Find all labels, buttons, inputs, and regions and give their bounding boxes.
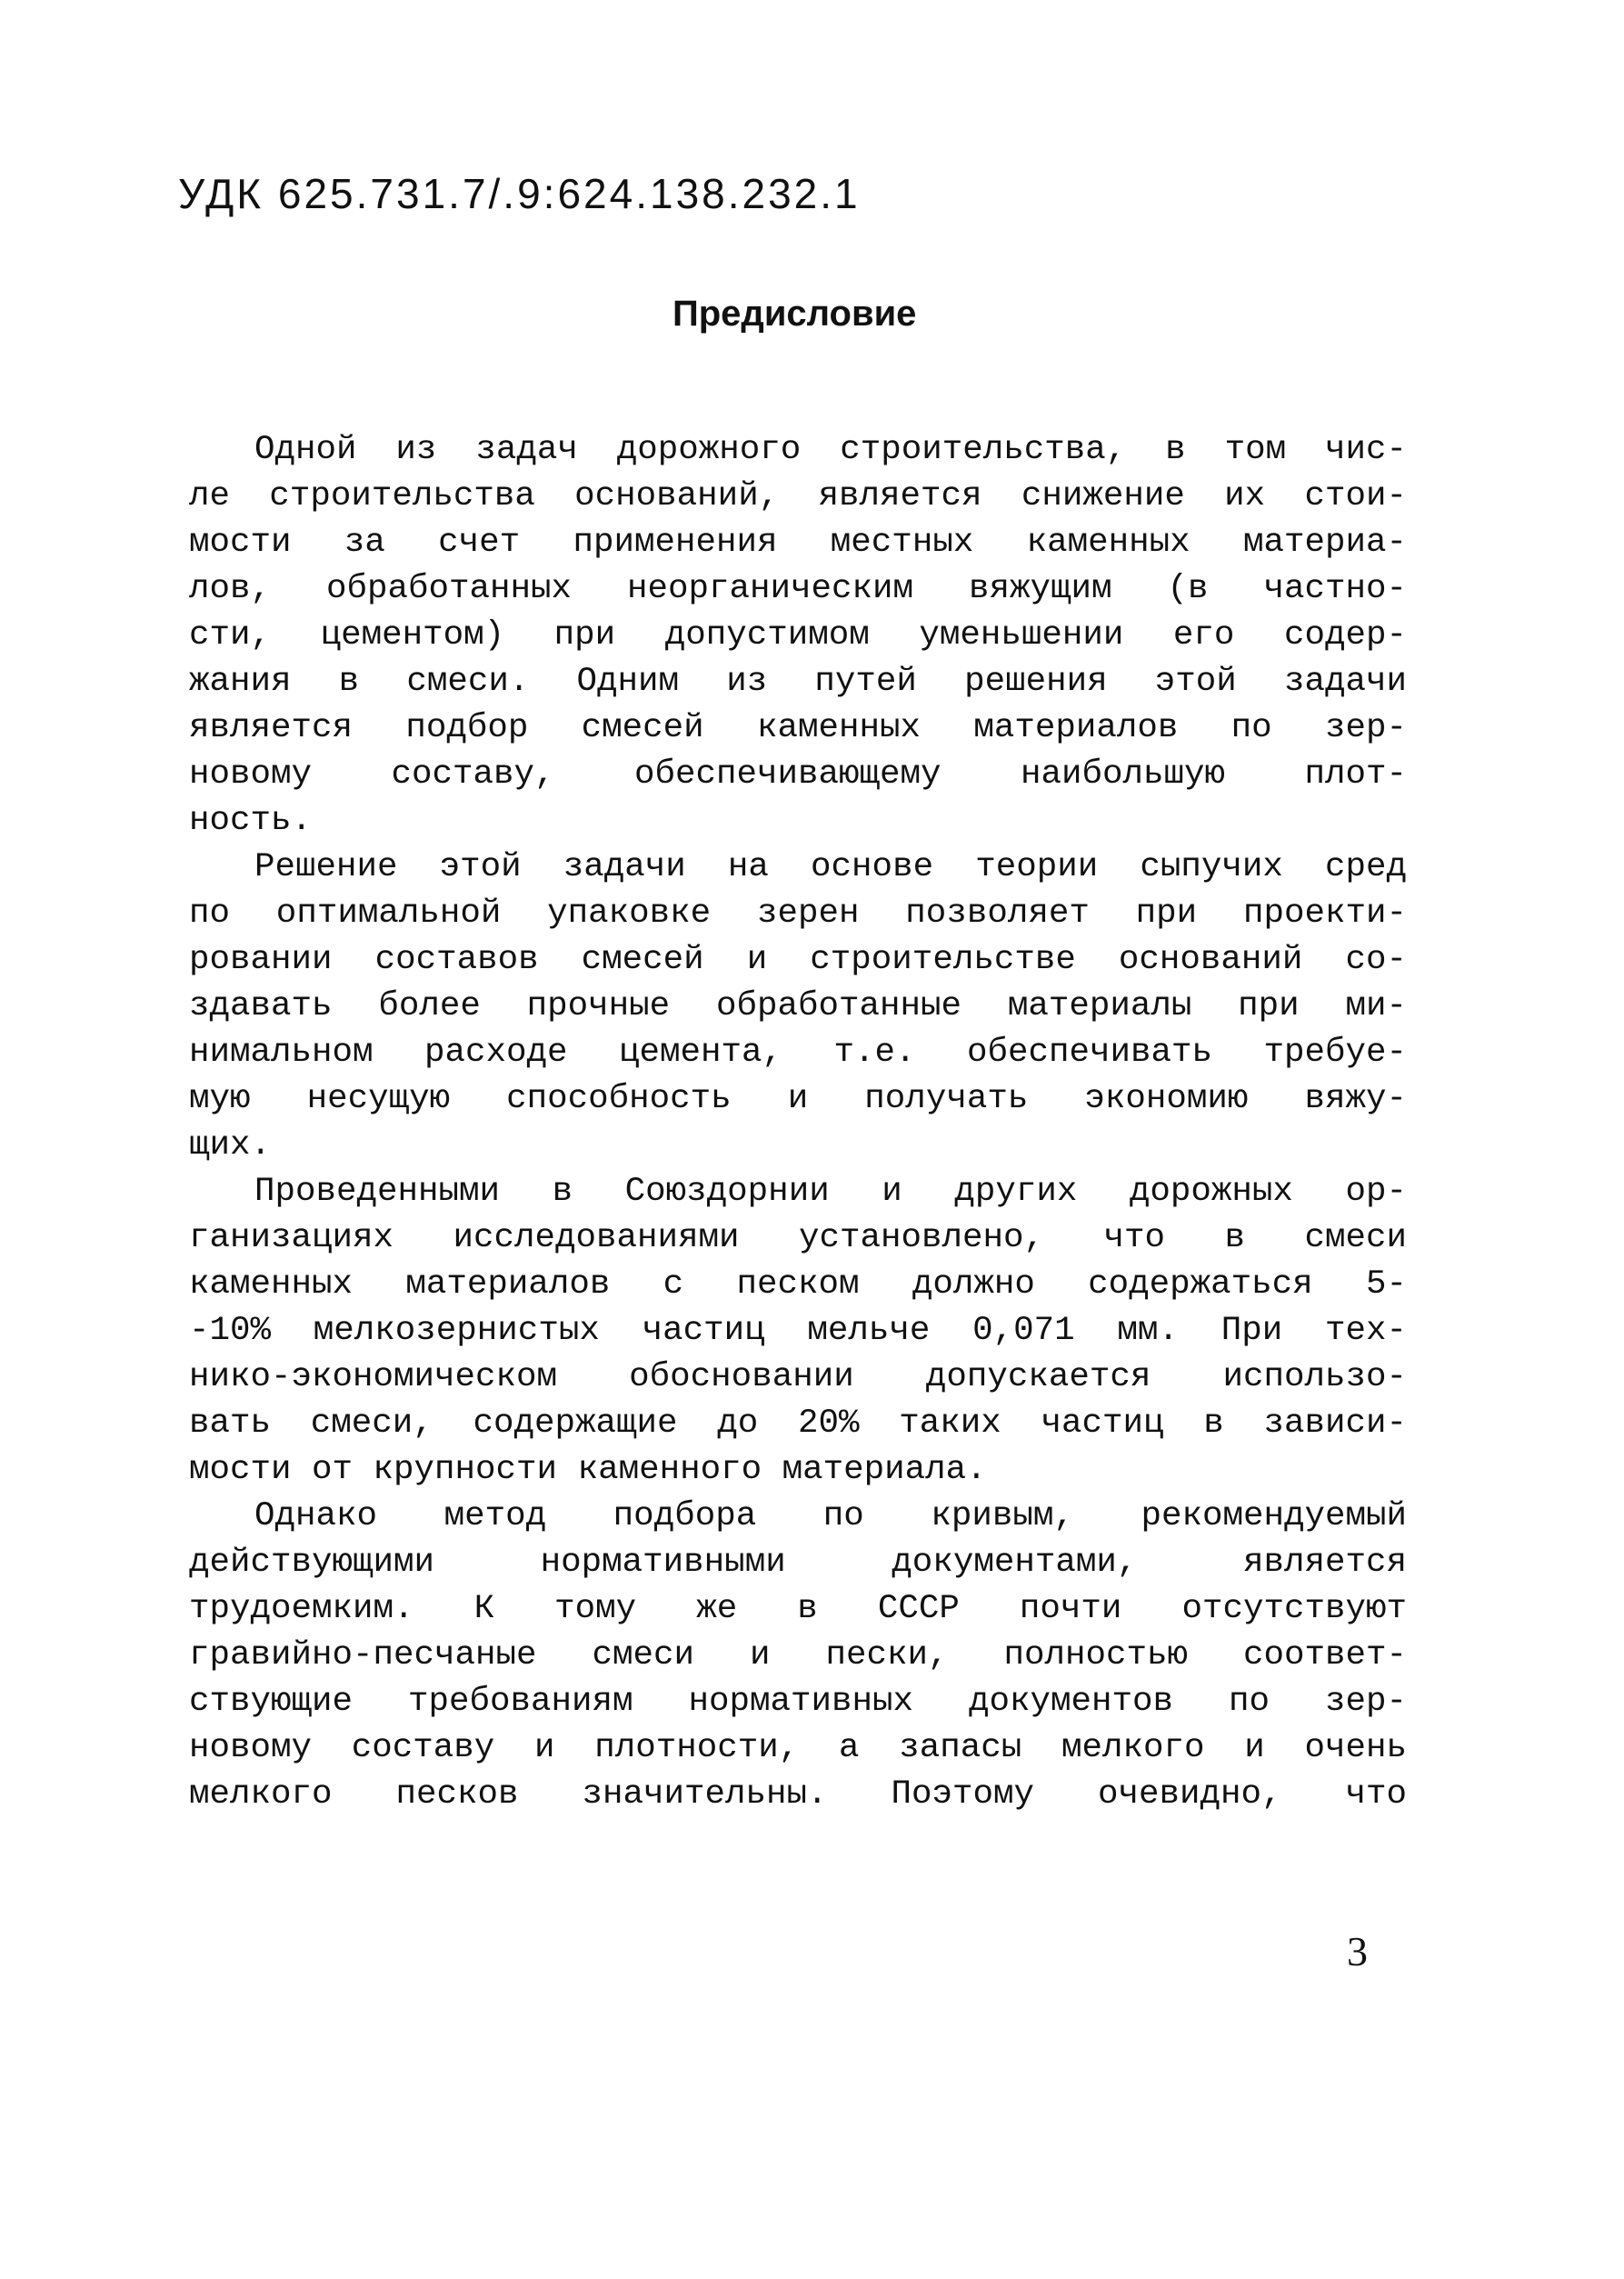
text-line: ность. xyxy=(189,802,313,840)
text-line: по оптимальной упаковке зерен позволяет при проекти- xyxy=(189,895,1407,933)
text-line: каменных материалов с песком должно содержаться 5- xyxy=(189,1265,1407,1304)
paragraph xyxy=(189,1169,1407,1494)
paragraph xyxy=(189,1494,1407,1818)
text-line: ганизациях исследованиями установлено, что в смеси xyxy=(189,1219,1407,1257)
section-heading: Предисловие xyxy=(673,294,917,334)
text-line: ле строительства оснований, является снижение их стои- xyxy=(189,477,1407,515)
text-line: является подбор смесей каменных материалов по зер- xyxy=(189,709,1407,747)
paragraph xyxy=(189,845,1407,1169)
text-line: -10% мелкозернистых частиц мельче 0,071 мм. При тех- xyxy=(189,1312,1407,1350)
text-line: щих. xyxy=(189,1126,272,1164)
body-text xyxy=(189,427,1407,1818)
text-line: гравийно-песчаные смеси и пески, полностью соответ- xyxy=(189,1636,1407,1674)
text-line: нимальном расходе цемента, т.е. обеспечивать требуе- xyxy=(189,1034,1407,1072)
text-line: мости от крупности каменного материала. xyxy=(189,1451,987,1489)
text-line: ровании составов смесей и строительстве оснований со- xyxy=(189,941,1407,979)
text-line: жания в смеси. Одним из путей решения этой задачи xyxy=(189,663,1407,701)
text-line: сти, цементом) при допустимом уменьшении его содер- xyxy=(189,616,1407,655)
text-line: действующими нормативными документами, является xyxy=(189,1544,1407,1582)
text-line: новому составу и плотности, а запасы мелкого и очень xyxy=(189,1729,1407,1767)
text-line: Одной из задач дорожного строительства, в том чис- xyxy=(254,431,1407,469)
udk-classification: УДК 625.731.7/.9:624.138.232.1 xyxy=(178,170,861,217)
text-line: Проведенными в Союздорнии и других дорожных ор- xyxy=(254,1173,1407,1211)
paragraph xyxy=(189,427,1407,845)
text-line: ствующие требованиям нормативных документов по зер- xyxy=(189,1683,1407,1721)
text-line: Решение этой задачи на основе теории сыпучих сред xyxy=(254,848,1407,886)
text-line: трудоемким. К тому же в СССР почти отсутствуют xyxy=(189,1590,1407,1628)
text-line: новому составу, обеспечивающему наибольшую плот- xyxy=(189,755,1407,794)
text-line: здавать более прочные обработанные материалы при ми- xyxy=(189,987,1407,1025)
text-line: лов, обработанных неорганическим вяжущим (в частно- xyxy=(189,570,1407,608)
text-line: вать смеси, содержащие до 20% таких частиц в зависи- xyxy=(189,1404,1407,1443)
text-line: мости за счет применения местных каменных материа- xyxy=(189,524,1407,562)
text-line: нико-экономическом обосновании допускается использо- xyxy=(189,1358,1407,1396)
text-line: Однако метод подбора по кривым, рекомендуемый xyxy=(254,1497,1407,1535)
text-line: мую несущую способность и получать экономию вяжу- xyxy=(189,1080,1407,1118)
page-number: 3 xyxy=(1347,1928,1368,1974)
text-line: мелкого песков значительны. Поэтому очевидно, что xyxy=(189,1775,1407,1814)
